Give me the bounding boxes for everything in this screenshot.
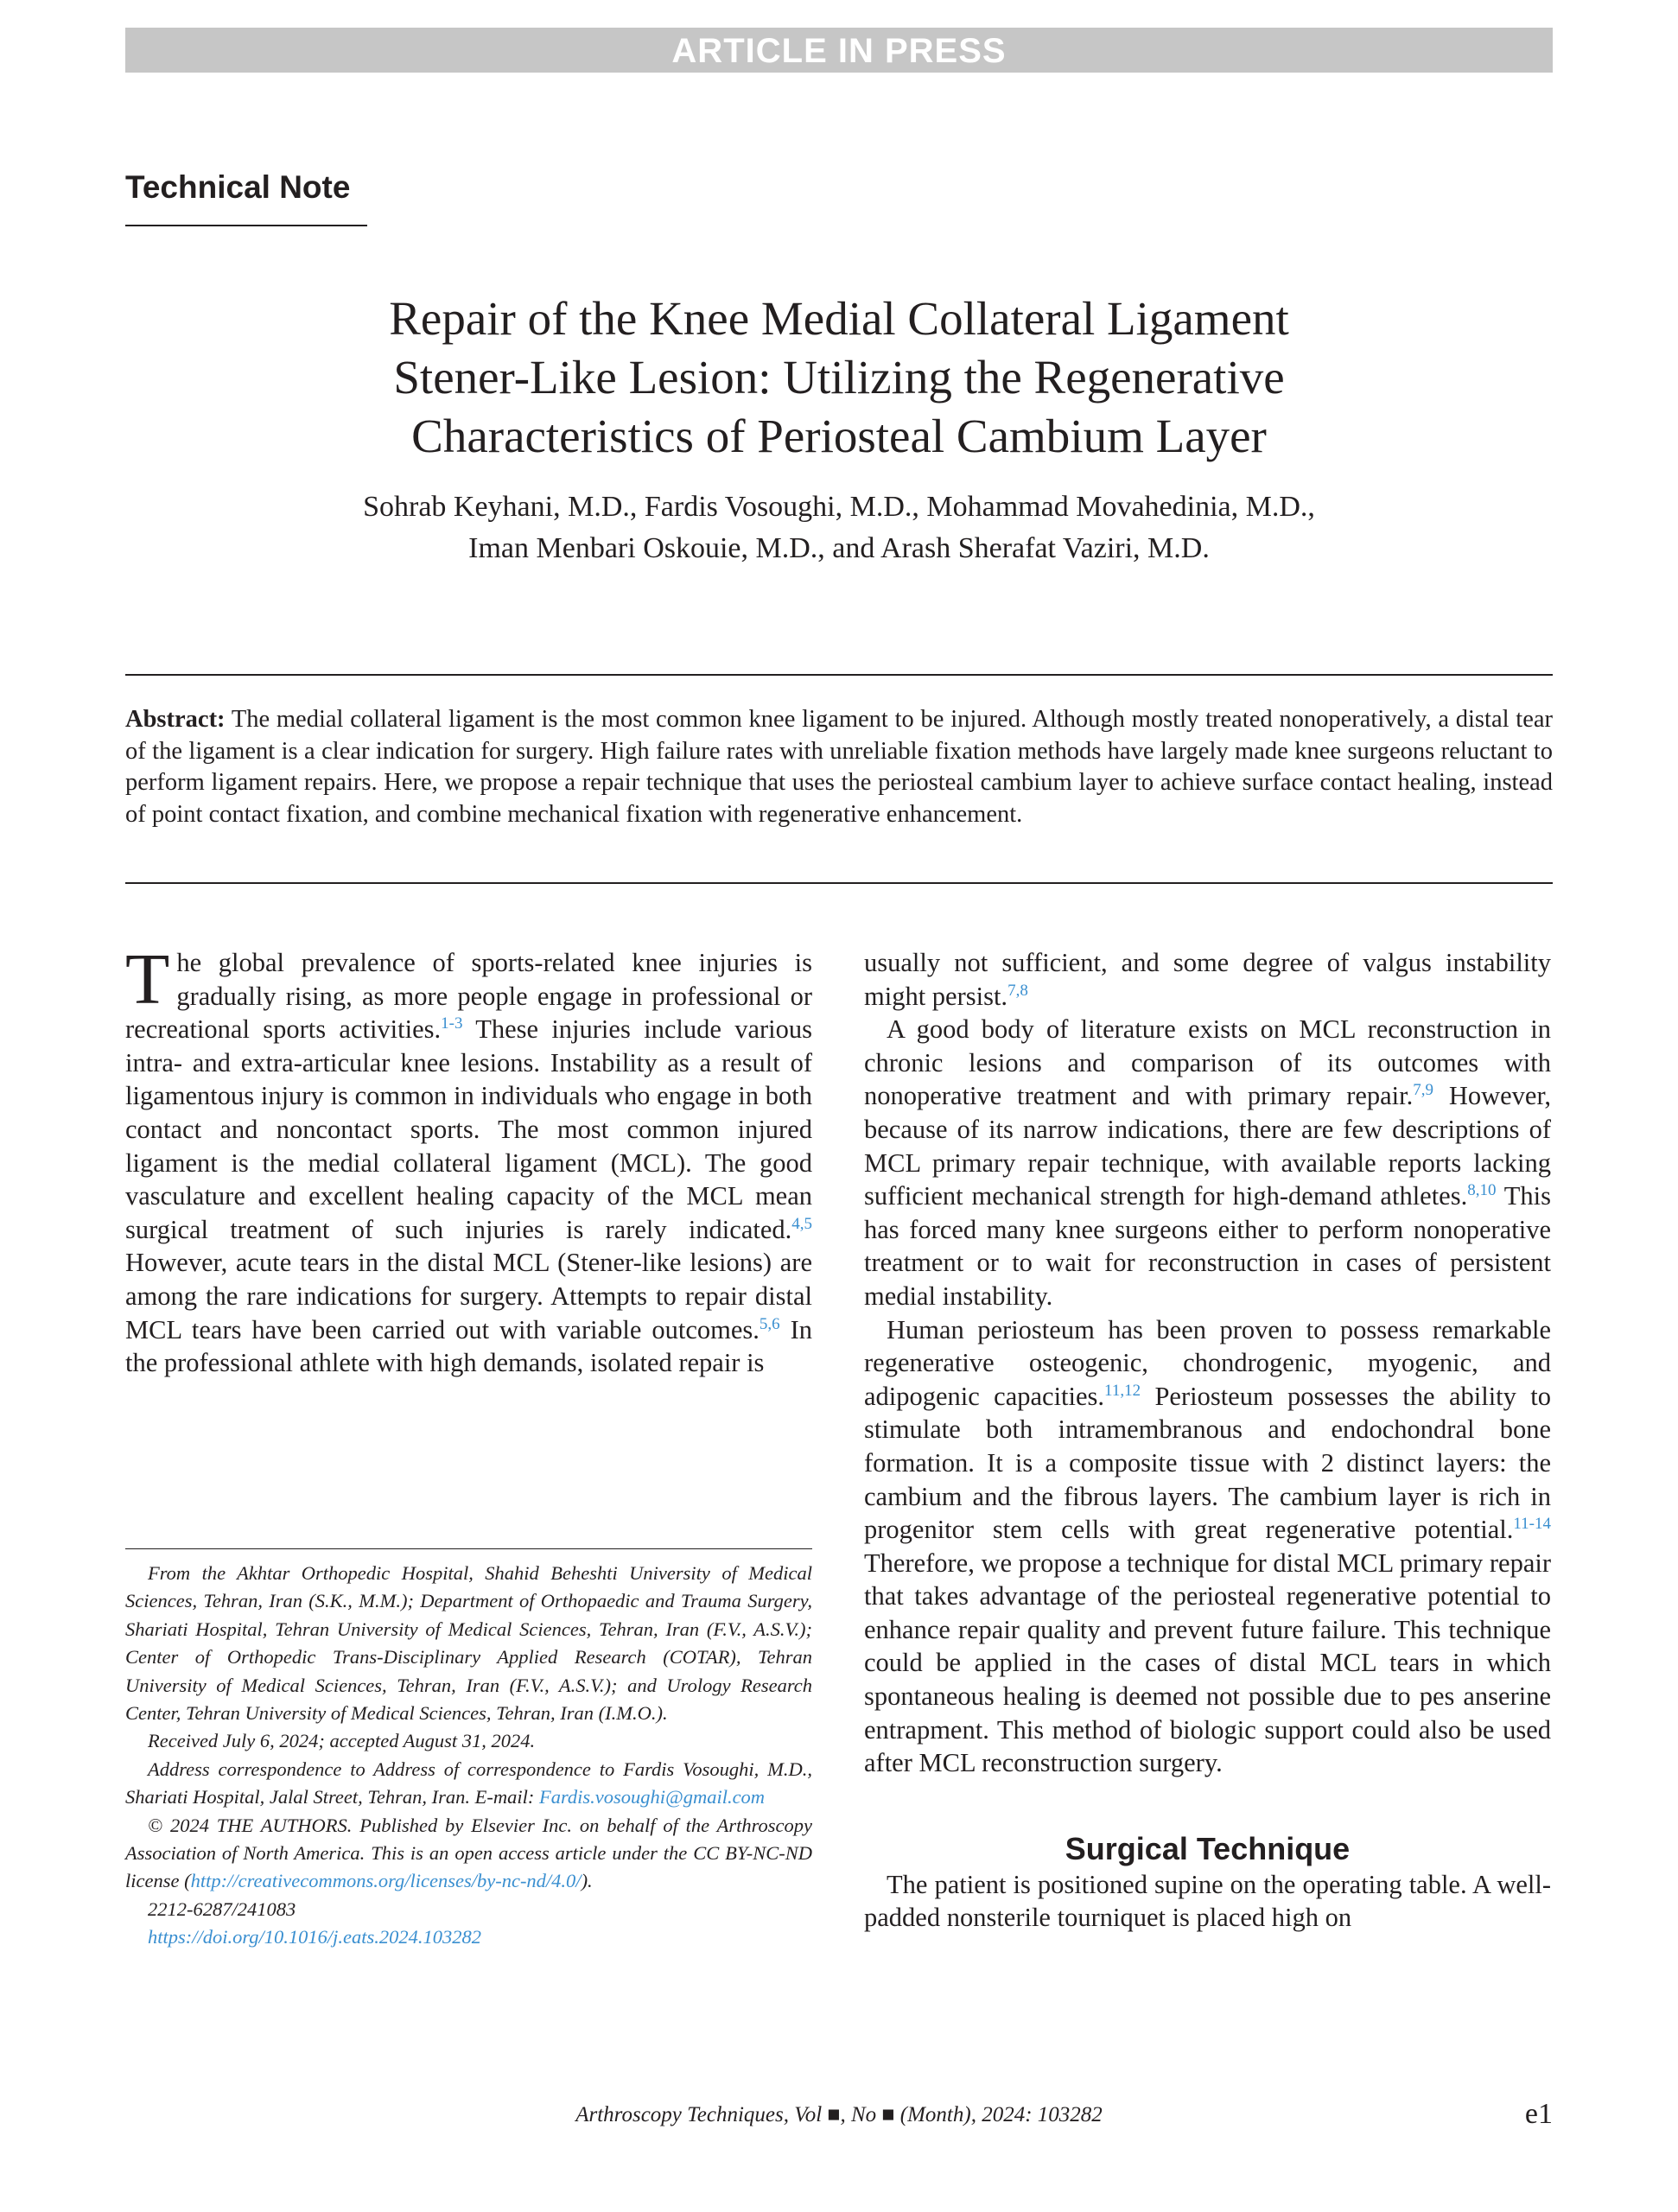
abstract-label: Abstract: [125,706,226,733]
title-line: Repair of the Knee Medial Collateral Ligament [389,292,1289,345]
citation-ref[interactable]: 11-14 [1513,1514,1551,1533]
body-column-right [864,946,1551,1935]
body-paragraph: Human periosteum has been proven to possess remarkable regenerative osteogenic, chondrogenic, myogenic, and adipogenic capacities.$^{11,12}$ Periosteum possesses the ability to stimulate both intramembranous and endochondral bone formation. It is a composite tissue with 2 distinct layers: the cambium and the fibrous layers. The cambium layer is rich in progenitor stem cells with great regenerative potential.$^{11-14}$ Therefore, we propose a technique for distal MCL primary repair that takes advantage of the periosteal regenerative potential to enhance repair quality and prevent future failure. This technique could be applied in the cases of distal MCL tears in which spontaneous healing is deemed not possible due to pes anserine entrapment. This method of biologic support could also be used after MCL reconstruction surgery. [864,1314,1551,1778]
citation-ref[interactable]: 7,8 [1007,981,1028,1000]
citation-ref[interactable]: 5,6 [759,1314,780,1333]
citation-ref[interactable]: 8,10 [1467,1181,1497,1199]
citation-ref[interactable]: 4,5 [791,1214,812,1233]
title-line: Stener-Like Lesion: Utilizing the Regenerative [393,351,1285,404]
body-paragraph: The global prevalence of sports-related knee injuries is gradually rising, as more people engage in professional or recreational sports activities.$^{1-3}$ These injuries include various intra- and extra-articular knee lesions. Instability as a result of ligamentous injury is common in individuals who engage in both contact and noncontact sports. The most common injured ligament is the medial collateral ligament (MCL). The good vasculature and excellent healing capacity of the MCL mean surgical treatment of such injuries is rarely indicated.$^{4,5}$ However, acute tears in the distal MCL (Stener-like lesions) are among the rare indications for surgery. Attempts to repair distal MCL tears have been carried out with variable outcomes.$^{5,6}$ In the professional athlete with high demands, isolated repair is [125,939,812,1378]
author-list [125,486,1553,569]
citation-ref[interactable]: 11,12 [1104,1381,1141,1400]
section-heading-surgical-technique: Surgical Technique [1065,1830,1351,1866]
drop-cap: T [125,939,170,1020]
abstract-bottom-rule [125,882,1553,884]
abstract-text: The medial collateral ligament is the most common knee ligament to be injured. Although mostly treated nonoperatively, a distal tear of the ligament is a clear indication for surgery. High failure rates with unreliable fixation methods have largely made knee surgeons reluctant to perform ligament repairs. Here, we propose a repair technique that uses the periosteal cambium layer to achieve surface contact healing, instead of point contact fixation, and combine mechanical fixation with regenerative enhancement. [125,706,1553,828]
email-link[interactable]: Fardis.vosoughi@gmail.com [538,1786,766,1808]
issn-note: 2212-6287/241083 [148,1897,296,1920]
abstract [125,704,1553,830]
doi-link[interactable]: https://doi.org/10.1016/j.eats.2024.103282 [148,1926,482,1948]
abstract-top-rule [125,674,1553,676]
body-paragraph: usually not sufficient, and some degree of valgus instability might persist.$^{7,8}$ [864,948,1551,1011]
article-title [125,289,1553,466]
article-in-press-banner: ARTICLE IN PRESS [125,28,1553,73]
body-paragraph: The patient is positioned supine on the operating table. A well-padded nonsterile tourniquet is placed high on [864,1869,1551,1933]
author-line: Iman Menbari Oskouie, M.D., and Arash Sherafat Vaziri, M.D. [468,532,1210,564]
correspondence-note: Address correspondence to Address of correspondence to Fardis Vosoughi, M.D., Shariati Hospital, Jalal Street, Tehran, Iran. E-mail: Fardis.vosoughi@gmail.com [125,1758,812,1808]
affiliations-note: From the Akhtar Orthopedic Hospital, Shahid Beheshti University of Medical Sciences, Tehran, Iran (S.K., M.M.); Department of Orthopaedic and Trauma Surgery, Shariati Hospital, Tehran University of Medical Sciences, Tehran, Iran (F.V., A.S.V.); Center of Orthopedic Trans-Disciplinary Applied Research (COTAR), Tehran University of Medical Sciences, Tehran, Iran (F.V., A.S.V.); and Urology Research Center, Tehran University of Medical Sciences, Tehran, Iran (I.M.O.). [125,1562,812,1725]
title-line: Characteristics of Periosteal Cambium Layer [411,410,1267,462]
license-link[interactable]: http://creativecommons.org/licenses/by-nc-nd/4.0/ [190,1870,582,1892]
footnote-rule [125,1548,812,1549]
license-note: © 2024 THE AUTHORS. Published by Elsevier Inc. on behalf of the Arthroscopy Association of North America. This is an open access article under the CC BY-NC-ND license (http://creativecommons.org/licenses/by-nc-nd/4.0/). [125,1814,812,1892]
journal-footer: Arthroscopy Techniques, Vol ■, No ■ (Month), 2024: 103282 [575,2103,1103,2126]
citation-ref[interactable]: 1-3 [441,1014,463,1033]
received-note: Received July 6, 2024; accepted August 31, 2024. [148,1730,536,1752]
body-column-left [125,939,812,1380]
section-label: Technical Note [125,169,351,205]
citation-ref[interactable]: 7,9 [1413,1081,1434,1100]
author-line: Sohrab Keyhani, M.D., Fardis Vosoughi, M.D., Mohammad Movahedinia, M.D., [363,491,1315,523]
body-paragraph: A good body of literature exists on MCL reconstruction in chronic lesions and comparison of its outcomes with nonoperative treatment and with primary repair.$^{7,9}$ However, because of its narrow indications, there are few descriptions of MCL primary repair technique, with available reports lacking sufficient mechanical strength for high-demand athletes.$^{8,10}$ This has forced many knee surgeons either to perform nonoperative treatment or to wait for reconstruction in cases of persistent medial instability. [864,1014,1552,1311]
footnotes [125,1560,812,1952]
section-label-underline [125,225,367,226]
page-number: e1 [1524,2098,1553,2130]
